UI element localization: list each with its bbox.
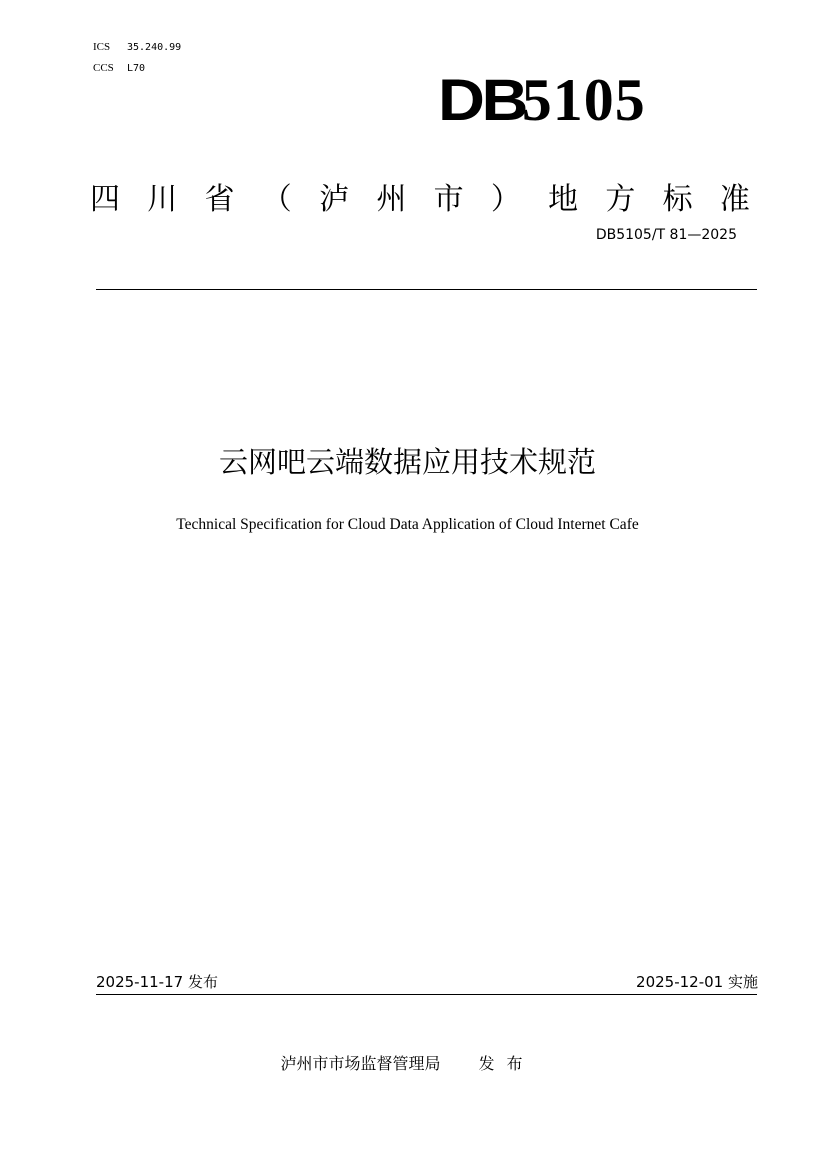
logo-code: 5105 xyxy=(521,67,646,133)
title-char: 省 xyxy=(204,182,235,217)
document-title-english: Technical Specification for Cloud Data Application of Cloud Internet Cafe xyxy=(176,516,639,533)
title-char: 州 xyxy=(376,182,407,217)
ccs-line xyxy=(93,61,145,76)
title-char: 准 xyxy=(719,182,750,217)
standard-logo xyxy=(438,68,646,133)
title-char: 四 xyxy=(90,182,120,217)
bottom-divider xyxy=(96,994,757,995)
title-char: （ xyxy=(261,182,292,217)
issue-date: 2025-11-17 发布 xyxy=(96,973,218,991)
title-char: 市 xyxy=(433,182,464,217)
implementation-date: 2025-12-01 实施 xyxy=(636,973,758,991)
title-char: 标 xyxy=(662,182,693,217)
title-char: ） xyxy=(490,182,521,217)
ccs-label: CCS xyxy=(93,62,114,74)
logo-prefix: DB xyxy=(438,68,526,133)
title-char: 方 xyxy=(605,182,636,217)
title-char: 川 xyxy=(147,182,178,217)
ics-line xyxy=(93,40,181,55)
publisher-name: 泸州市市场监督管理局 xyxy=(280,1054,441,1073)
ccs-value: L70 xyxy=(127,63,146,74)
ics-label: ICS xyxy=(93,41,111,53)
ics-value: 35.240.99 xyxy=(127,42,182,53)
title-char: 泸 xyxy=(319,182,350,217)
title-char: 地 xyxy=(548,182,579,217)
publisher-line xyxy=(0,1053,815,1075)
publisher-action: 发布 xyxy=(478,1054,535,1073)
standard-number: DB5105/T 81—2025 xyxy=(595,227,737,243)
document-title-chinese: 云网吧云端数据应用技术规范 xyxy=(218,445,596,479)
standard-type-title xyxy=(90,180,750,220)
top-divider xyxy=(96,289,757,290)
